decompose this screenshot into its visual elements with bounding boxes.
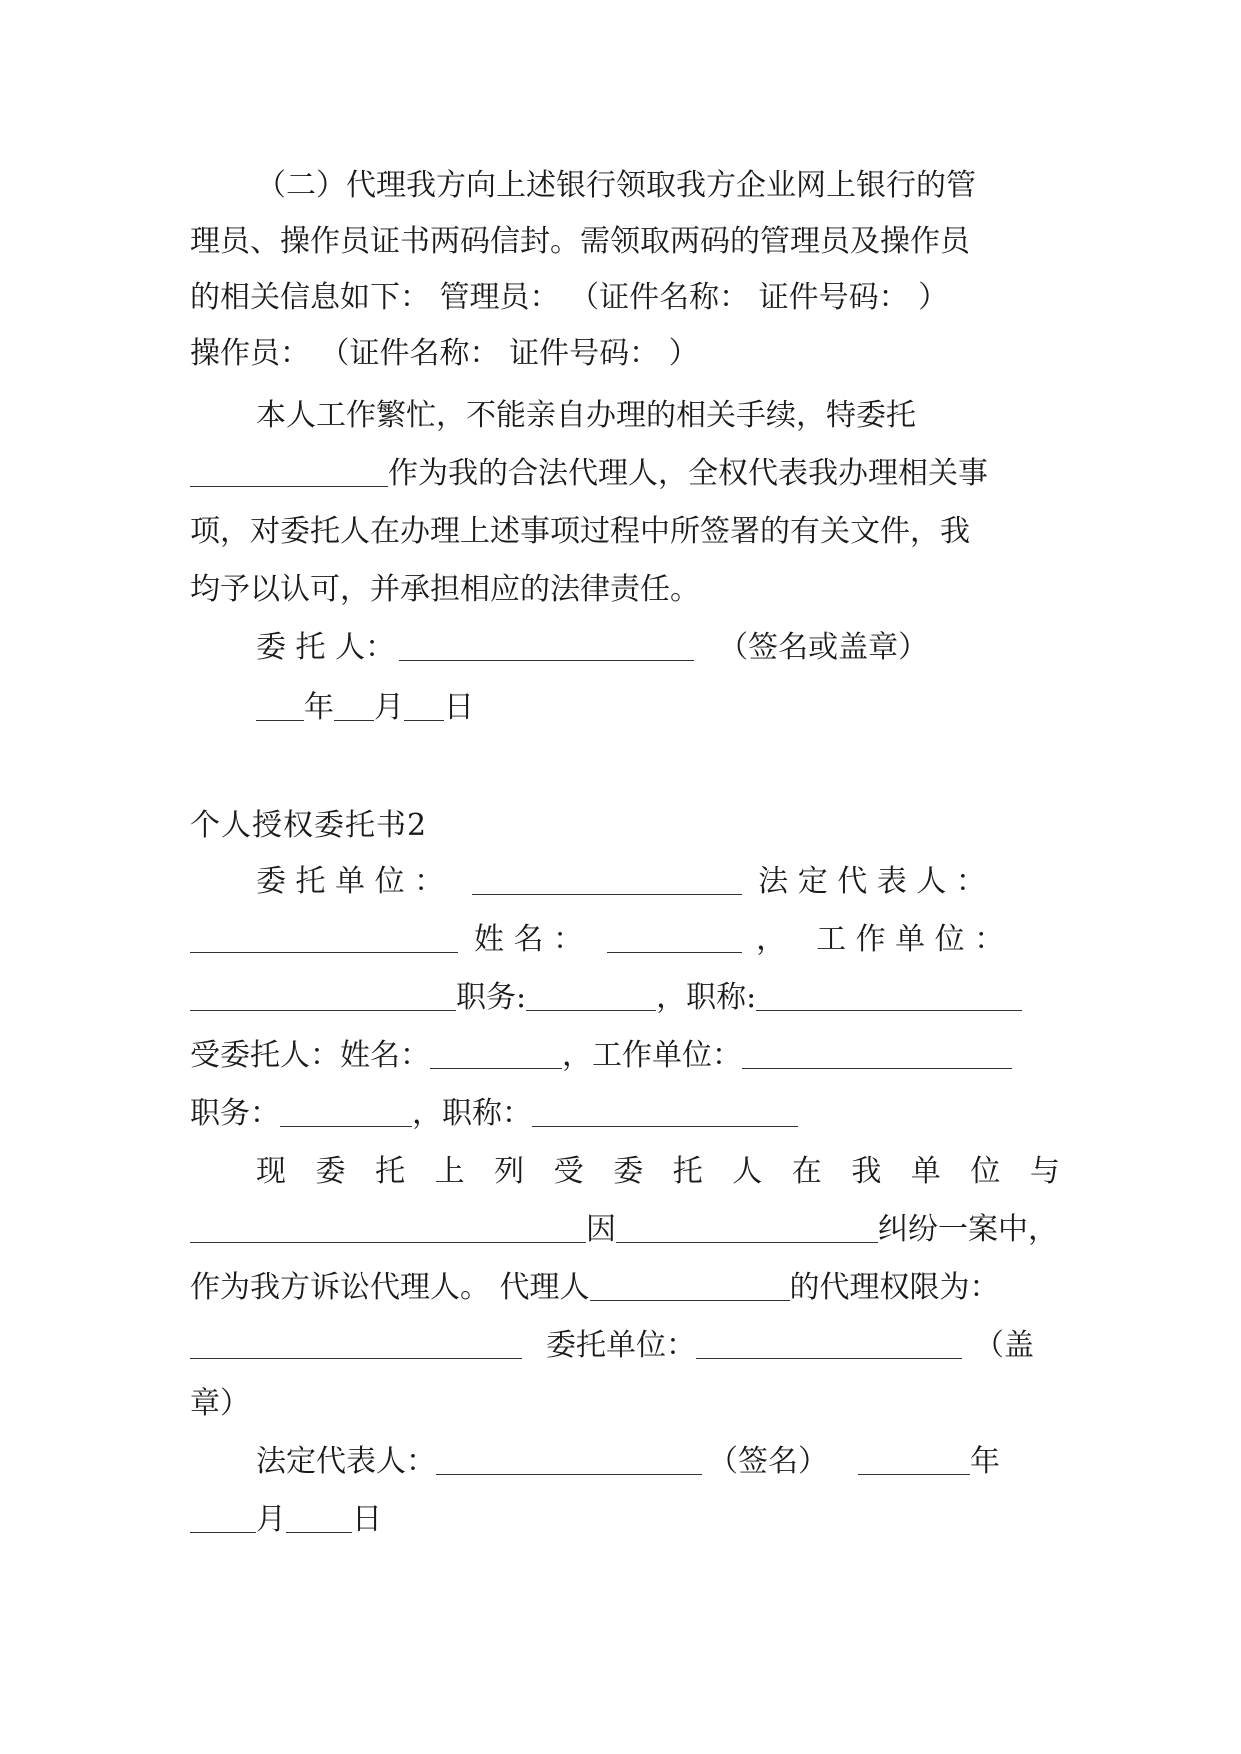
paragraph-line <box>256 396 1060 436</box>
blank-line <box>404 690 444 721</box>
paragraph-line <box>190 278 1060 318</box>
spaced-char: 我 <box>851 1154 882 1189</box>
paragraph-line <box>256 166 1060 206</box>
blank-line <box>430 1038 562 1069</box>
blank-line <box>756 980 1022 1011</box>
blank-line <box>399 630 694 661</box>
blank-line <box>256 690 304 721</box>
paragraph-line <box>190 334 1060 374</box>
text: 法 定 代 表 人 ： <box>758 864 986 899</box>
form-line <box>190 1384 1060 1424</box>
heading-text: 个人授权委托书2 <box>190 808 428 843</box>
sign-note: （签名或盖章） <box>718 630 929 665</box>
text: 工 作 单 位 ： <box>816 922 1005 957</box>
spaced-char: 单 <box>910 1154 941 1189</box>
spaced-line <box>256 1152 1060 1192</box>
spaced-char: 上 <box>434 1154 465 1189</box>
text: ，职称: <box>656 980 757 1015</box>
text: 均予以认可，并承担相应的法律责任。 <box>190 572 700 607</box>
blank-line <box>742 1038 1012 1069</box>
blank-line <box>607 922 742 953</box>
blank-line <box>436 1444 702 1475</box>
text: 月 <box>374 690 404 725</box>
paragraph-line <box>190 570 1060 610</box>
blank-line <box>526 980 656 1011</box>
text: 姓 名 ： <box>474 922 584 957</box>
signature-line <box>256 628 1060 668</box>
form-line <box>190 1036 1060 1076</box>
form-line <box>190 978 1060 1018</box>
text: 职务: <box>456 980 527 1015</box>
blank-line <box>858 1444 970 1475</box>
text: 本人工作繁忙，不能亲自办理的相关手续，特委托 <box>256 398 916 433</box>
spaced-char: 位 <box>970 1154 1001 1189</box>
blank-line <box>472 864 742 895</box>
blank-line <box>590 1270 790 1301</box>
text: 理员、操作员证书两码信封。需领取两码的管理员及操作员 <box>190 224 970 259</box>
section-heading <box>190 806 1060 846</box>
text: （盖 <box>974 1328 1034 1363</box>
text: ， <box>756 922 787 957</box>
paragraph-line <box>190 512 1060 552</box>
text: 的代理权限为： <box>789 1270 1000 1305</box>
text: 操作员： （证件名称： 证件号码： ） <box>190 336 699 371</box>
form-line <box>190 1500 1060 1540</box>
spaced-char: 委 <box>315 1154 346 1189</box>
text: 日 <box>444 690 474 725</box>
text: 年 <box>304 690 334 725</box>
paragraph-line <box>190 454 1060 494</box>
text: 作为我的合法代理人，全权代表我办理相关事 <box>388 456 988 491</box>
form-line <box>190 1268 1060 1308</box>
blank-line <box>616 1212 878 1243</box>
text: 月 <box>256 1502 286 1537</box>
text: 因 <box>586 1212 616 1247</box>
text: 年 <box>970 1444 1000 1479</box>
text: 委 托 单 位 ： <box>256 864 445 899</box>
blank-line <box>190 456 388 487</box>
spaced-char: 人 <box>732 1154 763 1189</box>
spaced-char: 在 <box>791 1154 822 1189</box>
spaced-char: 列 <box>494 1154 525 1189</box>
text: 作为我方诉讼代理人。 代理人 <box>190 1270 590 1305</box>
blank-line <box>190 1328 522 1359</box>
text: 职务： <box>190 1096 280 1131</box>
form-line <box>256 1442 1060 1482</box>
text: （二）代理我方向上述银行领取我方企业网上银行的管 <box>256 168 976 203</box>
signer-label: 委 托 人： <box>256 630 396 665</box>
text: 纠纷一案中， <box>878 1212 1058 1247</box>
form-line <box>256 862 1060 902</box>
blank-line <box>280 1096 412 1127</box>
blank-line <box>190 922 458 953</box>
text: 法定代表人： <box>256 1444 436 1479</box>
spaced-char: 与 <box>1029 1154 1060 1189</box>
spaced-char: 委 <box>613 1154 644 1189</box>
blank-line <box>286 1502 352 1533</box>
form-line <box>190 1094 1060 1134</box>
text: 受委托人：姓名： <box>190 1038 430 1073</box>
spaced-char: 现 <box>256 1154 286 1189</box>
spaced-char: 受 <box>553 1154 584 1189</box>
blank-line <box>696 1328 962 1359</box>
text: ，工作单位： <box>562 1038 742 1073</box>
form-line <box>190 1210 1060 1250</box>
spaced-char: 托 <box>375 1154 406 1189</box>
text: 日 <box>352 1502 382 1537</box>
text: 委托单位： <box>546 1328 696 1363</box>
form-line <box>190 1326 1060 1366</box>
blank-line <box>334 690 374 721</box>
text: 章） <box>190 1386 250 1421</box>
date-line <box>256 688 1060 728</box>
spaced-char: 托 <box>672 1154 703 1189</box>
text: 项，对委托人在办理上述事项过程中所签署的有关文件，我 <box>190 514 970 549</box>
text: ，职称： <box>412 1096 532 1131</box>
paragraph-line <box>190 222 1060 262</box>
text: 的相关信息如下： 管理员： （证件名称： 证件号码： ） <box>190 280 949 315</box>
blank-line <box>532 1096 798 1127</box>
form-line <box>190 920 1060 960</box>
text: （签名） <box>708 1444 828 1479</box>
blank-line <box>190 1502 256 1533</box>
blank-line <box>190 1212 586 1243</box>
blank-line <box>190 980 456 1011</box>
